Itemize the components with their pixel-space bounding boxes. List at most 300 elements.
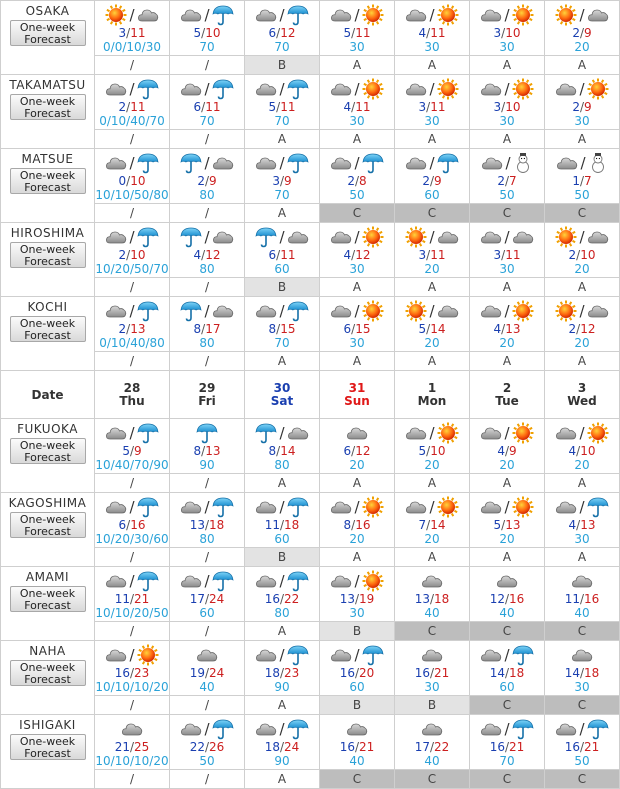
- precipitation-probability: 0/0/10/30: [103, 39, 161, 54]
- reliability-cell: A: [245, 474, 320, 493]
- precipitation-probability: 30: [349, 113, 365, 128]
- temperature-range: 2/12: [568, 321, 596, 336]
- temperature-range: 2/7: [497, 173, 517, 188]
- region-row: [1, 715, 620, 770]
- max-temperature: 16: [355, 517, 371, 532]
- max-temperature: 24: [284, 739, 300, 754]
- one-week-forecast-button[interactable]: [10, 438, 86, 464]
- reliability-cell: A: [470, 474, 545, 493]
- temperature-range: 2/9: [422, 173, 442, 188]
- reliability-cell: /: [95, 352, 170, 371]
- precipitation-probability: 30: [574, 531, 590, 546]
- reliability-cell: A: [245, 352, 320, 371]
- precipitation-probability: 20: [349, 531, 365, 546]
- max-temperature: 10: [580, 443, 596, 458]
- weather-icons: [170, 78, 244, 100]
- cloud-icon: [480, 423, 502, 443]
- date-number: 31: [348, 380, 366, 395]
- precipitation-probability: 20: [499, 335, 515, 350]
- cloud-icon: [405, 5, 427, 25]
- forecast-cell: [545, 715, 620, 770]
- region-cell: [1, 223, 95, 297]
- max-temperature: 10: [205, 25, 221, 40]
- min-temperature: 16: [489, 739, 505, 754]
- temperature-range: 2/11: [118, 99, 146, 114]
- temperature-range: 16/21: [564, 739, 600, 754]
- temperature-range: 2/13: [118, 321, 146, 336]
- region-name: ISHIGAKI: [19, 718, 76, 732]
- precipitation-probability: 80: [274, 457, 290, 472]
- max-temperature: 9: [584, 99, 592, 114]
- min-temperature: 4: [343, 247, 352, 262]
- precipitation-probability: 40: [424, 605, 440, 620]
- precipitation-probability: 30: [499, 39, 515, 54]
- temperature-range: 14/18: [564, 665, 600, 680]
- min-temperature: 13: [414, 591, 430, 606]
- min-temperature: 2: [197, 173, 205, 188]
- max-temperature: 18: [509, 665, 525, 680]
- temperature-range: 5/11: [268, 99, 296, 114]
- reliability-cell: A: [395, 474, 470, 493]
- date-cell: [170, 371, 245, 419]
- temperature-range: 13/19: [339, 591, 375, 606]
- cloud-icon: [587, 5, 609, 25]
- weather-icons: [545, 78, 619, 100]
- reliability-cell: /: [170, 696, 245, 715]
- sun-icon: [512, 78, 534, 100]
- one-week-forecast-button[interactable]: [10, 512, 86, 538]
- forecast-cell: [545, 567, 620, 622]
- precipitation-probability: 60: [274, 531, 290, 546]
- one-week-forecast-button[interactable]: [10, 242, 86, 268]
- reliability-cell: C: [470, 204, 545, 223]
- precipitation-probability: 20: [574, 39, 590, 54]
- min-temperature: 3: [493, 25, 502, 40]
- min-temperature: 5: [193, 25, 202, 40]
- umbrella-icon: [287, 496, 309, 518]
- precipitation-probability: 10/10/10/20: [95, 679, 169, 694]
- cloud-icon: [212, 153, 234, 173]
- forecast-cell: [545, 641, 620, 696]
- weather-icons: [95, 78, 169, 100]
- forecast-cell: [170, 567, 245, 622]
- min-temperature: 5: [493, 517, 502, 532]
- precipitation-probability: 30: [349, 261, 365, 276]
- temperature-range: 5/10: [418, 443, 446, 458]
- max-temperature: 12: [355, 443, 371, 458]
- forecast-cell: [395, 715, 470, 770]
- one-week-forecast-button[interactable]: [10, 586, 86, 612]
- one-week-forecast-button[interactable]: [10, 660, 86, 686]
- precipitation-probability: 70: [274, 113, 290, 128]
- cloud-icon: [405, 497, 427, 517]
- max-temperature: 9: [284, 173, 292, 188]
- region-name: KOCHI: [27, 300, 68, 314]
- max-temperature: 12: [355, 247, 371, 262]
- sun-icon: [512, 4, 534, 26]
- weather-icons: [320, 4, 394, 26]
- reliability-cell: B: [245, 56, 320, 75]
- precipitation-probability: 40: [199, 679, 215, 694]
- weather-icons: [170, 300, 244, 322]
- cloud-icon: [496, 571, 518, 591]
- reliability-cell: /: [170, 130, 245, 149]
- button-label-line-1: One-week: [19, 243, 76, 256]
- slash-separator: /: [129, 423, 135, 442]
- button-label-line-2: Forecast: [24, 329, 71, 342]
- region-cell: [1, 715, 95, 789]
- reliability-cell: A: [320, 548, 395, 567]
- min-temperature: 2: [118, 99, 127, 114]
- cloud-icon: [421, 645, 443, 665]
- slash-separator: /: [204, 571, 210, 590]
- button-label-line-1: One-week: [19, 21, 76, 34]
- sun-icon: [587, 78, 609, 100]
- weather-icons: [245, 152, 319, 174]
- sun-icon: [105, 4, 127, 26]
- forecast-cell: [170, 223, 245, 278]
- slash-separator: /: [579, 227, 585, 246]
- weather-icons: [245, 496, 319, 518]
- max-temperature: 10: [430, 443, 446, 458]
- max-temperature: 11: [355, 99, 371, 114]
- slash-separator: /: [579, 79, 585, 98]
- weather-icons: [245, 78, 319, 100]
- reliability-cell: A: [320, 130, 395, 149]
- forecast-cell: [245, 149, 320, 204]
- day-of-week: Fri: [198, 393, 216, 408]
- cloud-icon: [346, 423, 368, 443]
- precipitation-probability: 20: [424, 335, 440, 350]
- region-name: AMAMI: [25, 570, 70, 584]
- slash-separator: /: [279, 5, 285, 24]
- precipitation-probability: 80: [199, 335, 215, 350]
- forecast-cell: [95, 149, 170, 204]
- slash-separator: /: [279, 645, 285, 664]
- min-temperature: 3: [118, 25, 127, 40]
- forecast-cell: [470, 715, 545, 770]
- sun-icon: [512, 300, 534, 322]
- cloud-icon: [330, 227, 352, 247]
- slash-separator: /: [579, 497, 585, 516]
- temperature-range: 22/26: [189, 739, 225, 754]
- reliability-cell: A: [395, 548, 470, 567]
- temperature-range: 3/11: [493, 247, 521, 262]
- temperature-range: 4/12: [343, 247, 371, 262]
- min-temperature: 2: [497, 173, 505, 188]
- slash-separator: /: [279, 79, 285, 98]
- cloud-icon: [287, 423, 309, 443]
- region-row: [1, 297, 620, 352]
- precipitation-probability: 30: [349, 39, 365, 54]
- reliability-cell: A: [545, 548, 620, 567]
- temperature-range: 4/13: [568, 517, 596, 532]
- weather-icons: [95, 422, 169, 444]
- cloud-icon: [330, 571, 352, 591]
- precipitation-probability: 30: [349, 335, 365, 350]
- sun-icon: [362, 570, 384, 592]
- forecast-cell: [545, 297, 620, 352]
- min-temperature: 13: [339, 591, 355, 606]
- temperature-range: 19/24: [189, 665, 225, 680]
- weather-icons: [95, 152, 169, 174]
- slash-separator: /: [279, 227, 285, 246]
- temperature-range: 4/12: [193, 247, 221, 262]
- temperature-range: 0/10: [118, 173, 146, 188]
- reliability-cell: C: [470, 622, 545, 641]
- precipitation-probability: 50: [574, 753, 590, 768]
- umbrella-icon: [437, 152, 459, 174]
- forecast-cell: [470, 641, 545, 696]
- weather-icons: [395, 644, 469, 666]
- one-week-forecast-button[interactable]: [10, 20, 86, 46]
- umbrella-icon: [587, 496, 609, 518]
- button-label-line-2: Forecast: [24, 107, 71, 120]
- umbrella-icon: [512, 718, 534, 740]
- temperature-range: 1/7: [572, 173, 592, 188]
- max-temperature: 21: [584, 739, 600, 754]
- reliability-cell: /: [170, 352, 245, 371]
- reliability-cell: /: [95, 622, 170, 641]
- forecast-cell: [470, 567, 545, 622]
- slash-separator: /: [504, 5, 510, 24]
- sun-icon: [405, 300, 427, 322]
- precipitation-probability: 10/40/70/90: [95, 457, 169, 472]
- reliability-cell: A: [320, 56, 395, 75]
- one-week-forecast-button[interactable]: [10, 734, 86, 760]
- precipitation-probability: 30: [499, 113, 515, 128]
- cloud-icon: [180, 5, 202, 25]
- precipitation-probability: 40: [574, 605, 590, 620]
- cloud-icon: [255, 301, 277, 321]
- cloud-icon: [555, 79, 577, 99]
- temperature-range: 8/17: [193, 321, 221, 336]
- button-label-line-1: One-week: [19, 513, 76, 526]
- forecast-table-body: [1, 1, 620, 789]
- max-temperature: 11: [130, 99, 146, 114]
- umbrella-icon: [137, 496, 159, 518]
- slash-separator: /: [504, 719, 510, 738]
- max-temperature: 7: [584, 173, 592, 188]
- slash-separator: /: [579, 719, 585, 738]
- weather-icons: [470, 644, 544, 666]
- weather-icons: [245, 4, 319, 26]
- temperature-range: 5/9: [122, 443, 142, 458]
- forecast-cell: [245, 297, 320, 352]
- temperature-range: 3/10: [493, 99, 521, 114]
- umbrella-icon: [362, 152, 384, 174]
- temperature-range: 5/13: [493, 517, 521, 532]
- min-temperature: 1: [572, 173, 580, 188]
- temperature-range: 4/10: [568, 443, 596, 458]
- temperature-range: 3/11: [418, 247, 446, 262]
- max-temperature: 24: [209, 591, 225, 606]
- region-cell: [1, 567, 95, 641]
- min-temperature: 2: [347, 173, 355, 188]
- precipitation-probability: 30: [574, 113, 590, 128]
- reliability-cell: A: [395, 352, 470, 371]
- cloud-icon: [330, 645, 352, 665]
- forecast-cell: [545, 419, 620, 474]
- cloud-icon: [255, 5, 277, 25]
- region-name: TAKAMATSU: [9, 78, 86, 92]
- button-label-line-2: Forecast: [24, 599, 71, 612]
- forecast-cell: [470, 297, 545, 352]
- precipitation-probability: 10/20/30/60: [95, 531, 169, 546]
- max-temperature: 14: [430, 517, 446, 532]
- forecast-cell: [245, 419, 320, 474]
- weather-icons: [395, 570, 469, 592]
- cloud-icon: [421, 719, 443, 739]
- one-week-forecast-button[interactable]: [10, 168, 86, 194]
- max-temperature: 20: [359, 665, 375, 680]
- min-temperature: 21: [114, 739, 130, 754]
- cloud-icon: [137, 5, 159, 25]
- region-cell: [1, 493, 95, 567]
- slash-separator: /: [354, 497, 360, 516]
- min-temperature: 14: [489, 665, 505, 680]
- umbrella-icon: [255, 422, 277, 444]
- precipitation-probability: 40: [349, 753, 365, 768]
- temperature-range: 4/13: [493, 321, 521, 336]
- umbrella-icon: [180, 300, 202, 322]
- reliability-cell: C: [545, 696, 620, 715]
- slash-separator: /: [429, 423, 435, 442]
- date-row: [1, 371, 620, 419]
- weather-icons: [320, 644, 394, 666]
- button-label-line-1: One-week: [19, 439, 76, 452]
- forecast-cell: [320, 715, 395, 770]
- cloud-icon: [555, 423, 577, 443]
- weather-icons: [170, 718, 244, 740]
- forecast-cell: [245, 75, 320, 130]
- min-temperature: 8: [193, 443, 202, 458]
- temperature-range: 17/24: [189, 591, 225, 606]
- cloud-icon: [212, 227, 234, 247]
- reliability-cell: A: [545, 130, 620, 149]
- reliability-cell: B: [320, 622, 395, 641]
- max-temperature: 13: [580, 517, 596, 532]
- region-row: [1, 75, 620, 130]
- reliability-cell: C: [470, 770, 545, 789]
- min-temperature: 4: [497, 443, 505, 458]
- sun-icon: [362, 300, 384, 322]
- max-temperature: 10: [505, 25, 521, 40]
- weather-icons: [95, 718, 169, 740]
- cloud-icon: [196, 645, 218, 665]
- temperature-range: 16/23: [114, 665, 150, 680]
- cloud-icon: [437, 227, 459, 247]
- weather-icons: [320, 78, 394, 100]
- region-name: MATSUE: [21, 152, 74, 166]
- weather-icons: [395, 4, 469, 26]
- max-temperature: 13: [505, 517, 521, 532]
- slash-separator: /: [429, 79, 435, 98]
- button-label-line-2: Forecast: [24, 525, 71, 538]
- slash-separator: /: [429, 5, 435, 24]
- reliability-cell: /: [170, 548, 245, 567]
- precipitation-probability: 80: [199, 261, 215, 276]
- precipitation-probability: 70: [274, 39, 290, 54]
- cloud-icon: [571, 571, 593, 591]
- button-label-line-2: Forecast: [24, 255, 71, 268]
- forecast-cell: [320, 493, 395, 548]
- region-name: HIROSHIMA: [10, 226, 85, 240]
- min-temperature: 6: [268, 247, 277, 262]
- button-label-line-1: One-week: [19, 169, 76, 182]
- max-temperature: 18: [584, 665, 600, 680]
- reliability-cell: A: [320, 278, 395, 297]
- umbrella-icon: [287, 570, 309, 592]
- weather-icons: [545, 4, 619, 26]
- max-temperature: 10: [580, 247, 596, 262]
- forecast-cell: [245, 567, 320, 622]
- slash-separator: /: [504, 301, 510, 320]
- forecast-cell: [95, 223, 170, 278]
- slash-separator: /: [354, 645, 360, 664]
- weather-icons: [95, 300, 169, 322]
- forecast-cell: [170, 493, 245, 548]
- cloud-icon: [105, 571, 127, 591]
- button-label-line-2: Forecast: [24, 451, 71, 464]
- slash-separator: /: [504, 227, 510, 246]
- max-temperature: 9: [584, 25, 592, 40]
- day-of-week: Thu: [119, 393, 145, 408]
- temperature-range: 16/21: [414, 665, 450, 680]
- one-week-forecast-button[interactable]: [10, 316, 86, 342]
- weather-icons: [545, 300, 619, 322]
- cloud-icon: [105, 227, 127, 247]
- region-cell: [1, 149, 95, 223]
- cloud-icon: [480, 79, 502, 99]
- min-temperature: 14: [564, 665, 580, 680]
- precipitation-probability: 20: [424, 261, 440, 276]
- temperature-range: 13/18: [414, 591, 450, 606]
- cloud-icon: [330, 5, 352, 25]
- temperature-range: 3/11: [118, 25, 146, 40]
- weather-icons: [545, 422, 619, 444]
- cloud-icon: [105, 497, 127, 517]
- reliability-cell: C: [395, 770, 470, 789]
- umbrella-icon: [287, 78, 309, 100]
- weather-icons: [95, 226, 169, 248]
- min-temperature: 8: [193, 321, 202, 336]
- min-temperature: 2: [422, 173, 430, 188]
- one-week-forecast-button[interactable]: [10, 94, 86, 120]
- weather-icons: [545, 152, 619, 174]
- region-row: [1, 223, 620, 278]
- day-of-week: Tue: [495, 393, 519, 408]
- slash-separator: /: [504, 423, 510, 442]
- forecast-cell: [470, 1, 545, 56]
- weather-icons: [395, 226, 469, 248]
- day-of-week: Sat: [270, 393, 294, 408]
- max-temperature: 21: [509, 739, 525, 754]
- slash-separator: /: [429, 227, 435, 246]
- snowman-icon: [513, 152, 533, 174]
- reliability-cell: /: [170, 204, 245, 223]
- min-temperature: 3: [493, 247, 502, 262]
- min-temperature: 7: [418, 517, 427, 532]
- date-cell: [395, 371, 470, 419]
- max-temperature: 9: [134, 443, 142, 458]
- min-temperature: 4: [418, 25, 427, 40]
- weather-icons: [170, 226, 244, 248]
- weather-icons: [170, 570, 244, 592]
- weather-icons: [320, 718, 394, 740]
- temperature-range: 3/11: [418, 99, 446, 114]
- precipitation-probability: 90: [199, 457, 215, 472]
